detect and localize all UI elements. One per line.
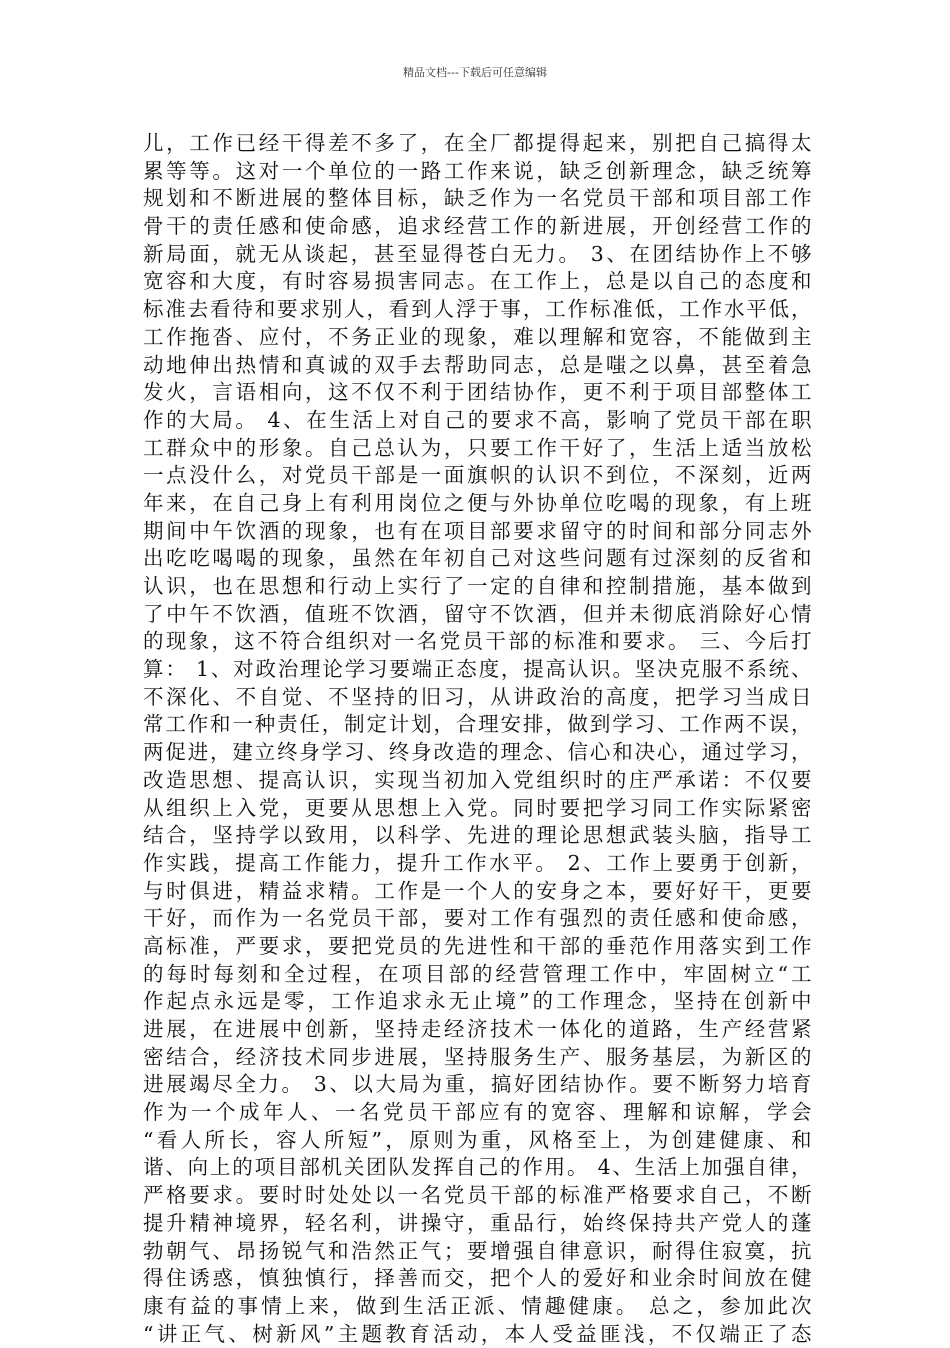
text-line: 动地伸出热情和真诚的双手去帮助同志，总是嗤之以鼻，甚至着急 — [143, 352, 811, 377]
text-line: 结合，坚持学以致用，以科学、先进的理论思想武装头脑，指导工 — [143, 823, 811, 848]
text-line: 认识，也在思想和行动上实行了一定的自律和控制措施，基本做到 — [143, 574, 811, 598]
text-line: 常工作和一种责任，制定计划，合理安排，做到学习、工作两不误， — [143, 712, 811, 737]
text-line: 年来，在自己身上有利用岗位之便与外协单位吃喝的现象，有上班 — [143, 490, 811, 515]
text-line: 进展竭尽全力。 3、以大局为重，搞好团结协作。要不断努力培育 — [143, 1072, 811, 1097]
text-line: 不深化、不自觉、不坚持的旧习，从讲政治的高度，把学习当成日 — [143, 684, 811, 709]
text-line: 进展，在进展中创新，坚持走经济技术一体化的道路，生产经营紧 — [143, 1017, 811, 1041]
text-line: 两促进，建立终身学习、终身改造的理念、信心和决心，通过学习， — [143, 740, 811, 765]
text-line: 标准去看待和要求别人，看到人浮于事，工作标准低，工作水平低， — [143, 297, 811, 322]
text-line: 提升精神境界，轻名利，讲操守，重品行，始终保持共产党人的蓬 — [143, 1210, 811, 1235]
text-line: 与时俱进，精益求精。工作是一个人的安身之本，要好好干，更要 — [143, 878, 811, 903]
text-line: 作实践，提高工作能力，提升工作水平。 2、工作上要勇于创新， — [143, 850, 811, 875]
text-line: 严格要求。要时时处处以一名党员干部的标准严格要求自己，不断 — [143, 1183, 811, 1208]
text-line: 工群众中的形象。自己总认为，只要工作干好了，生活上适当放松 — [143, 435, 811, 460]
text-line: 宽容和大度，有时容易损害同志。在工作上，总是以自己的态度和 — [143, 269, 811, 294]
text-line: 干好，而作为一名党员干部，要对工作有强烈的责任感和使命感， — [143, 906, 811, 931]
text-line: 规划和不断进展的整体目标，缺乏作为一名党员干部和项目部工作 — [143, 186, 811, 211]
text-line: 高标准，严要求，要把党员的先进性和干部的垂范作用落实到工作 — [143, 933, 811, 958]
text-line: 作的大局。 4、在生活上对自己的要求不高，影响了党员干部在职 — [143, 407, 811, 432]
page-header: 精品文档---下载后可任意编辑 — [403, 66, 547, 79]
text-line: 得住诱惑，慎独慎行，择善而交，把个人的爱好和业余时间放在健 — [143, 1266, 811, 1291]
text-line: 出吃吃喝喝的现象，虽然在年初自己对这些问题有过深刻的反省和 — [143, 546, 811, 571]
text-line: 从组织上入党，更要从思想上入党。同时要把学习同工作实际紧密 — [143, 795, 811, 820]
text-line: 新局面，就无从谈起，甚至显得苍白无力。 3、在团结协作上不够 — [143, 241, 811, 266]
text-line: 康有益的事情上来，做到生活正派、情趣健康。 总之，参加此次 — [143, 1293, 811, 1318]
document-body — [143, 130, 811, 1348]
text-line: 发火，言语相向，这不仅不利于团结协作，更不利于项目部整体工 — [143, 380, 811, 405]
text-line: 一点没什么，对党员干部是一面旗帜的认识不到位，不深刻，近两 — [143, 463, 811, 488]
text-line: “讲正气、树新风”主题教育活动，本人受益匪浅，不仅端正了态 — [143, 1321, 811, 1346]
text-line: 的现象，这不符合组织对一名党员干部的标准和要求。 三、今后打 — [143, 629, 811, 654]
text-line: 勃朝气、昂扬锐气和浩然正气；要增强自律意识，耐得住寂寞，抗 — [143, 1238, 811, 1263]
text-line: 工作拖沓、应付，不务正业的现象，难以理解和宽容，不能做到主 — [143, 324, 811, 349]
text-line: 密结合，经济技术同步进展，坚持服务生产、服务基层，为新区的 — [143, 1044, 811, 1069]
text-line: 期间中午饮酒的现象，也有在项目部要求留守的时间和部分同志外 — [143, 518, 811, 543]
text-line: 谐、向上的项目部机关团队发挥自己的作用。 4、生活上加强自律， — [143, 1155, 811, 1180]
text-line: 算： 1、对政治理论学习要端正态度，提高认识。坚决克服不系统、 — [143, 657, 811, 682]
text-line: 的每时每刻和全过程，在项目部的经营管理工作中，牢固树立“工 — [143, 961, 811, 986]
text-line: 骨干的责任感和使命感，追求经营工作的新进展，开创经营工作的 — [143, 214, 811, 239]
text-line: 累等等。这对一个单位的一路工作来说，缺乏创新理念，缺乏统筹 — [143, 158, 811, 183]
text-line: 了中午不饮酒，值班不饮酒，留守不饮酒，但并未彻底消除好心情 — [143, 601, 811, 626]
text-line: 改造思想、提高认识，实现当初加入党组织时的庄严承诺：不仅要 — [143, 767, 811, 792]
text-line: “看人所长，容人所短”，原则为重，风格至上，为创建健康、和 — [143, 1127, 811, 1152]
text-line: 儿，工作已经干得差不多了，在全厂都提得起来，别把自己搞得太 — [143, 131, 811, 155]
text-line: 作起点永远是零，工作追求永无止境”的工作理念，坚持在创新中 — [143, 989, 811, 1014]
text-line: 作为一个成年人、一名党员干部应有的宽容、理解和谅解，学会 — [143, 1100, 811, 1125]
